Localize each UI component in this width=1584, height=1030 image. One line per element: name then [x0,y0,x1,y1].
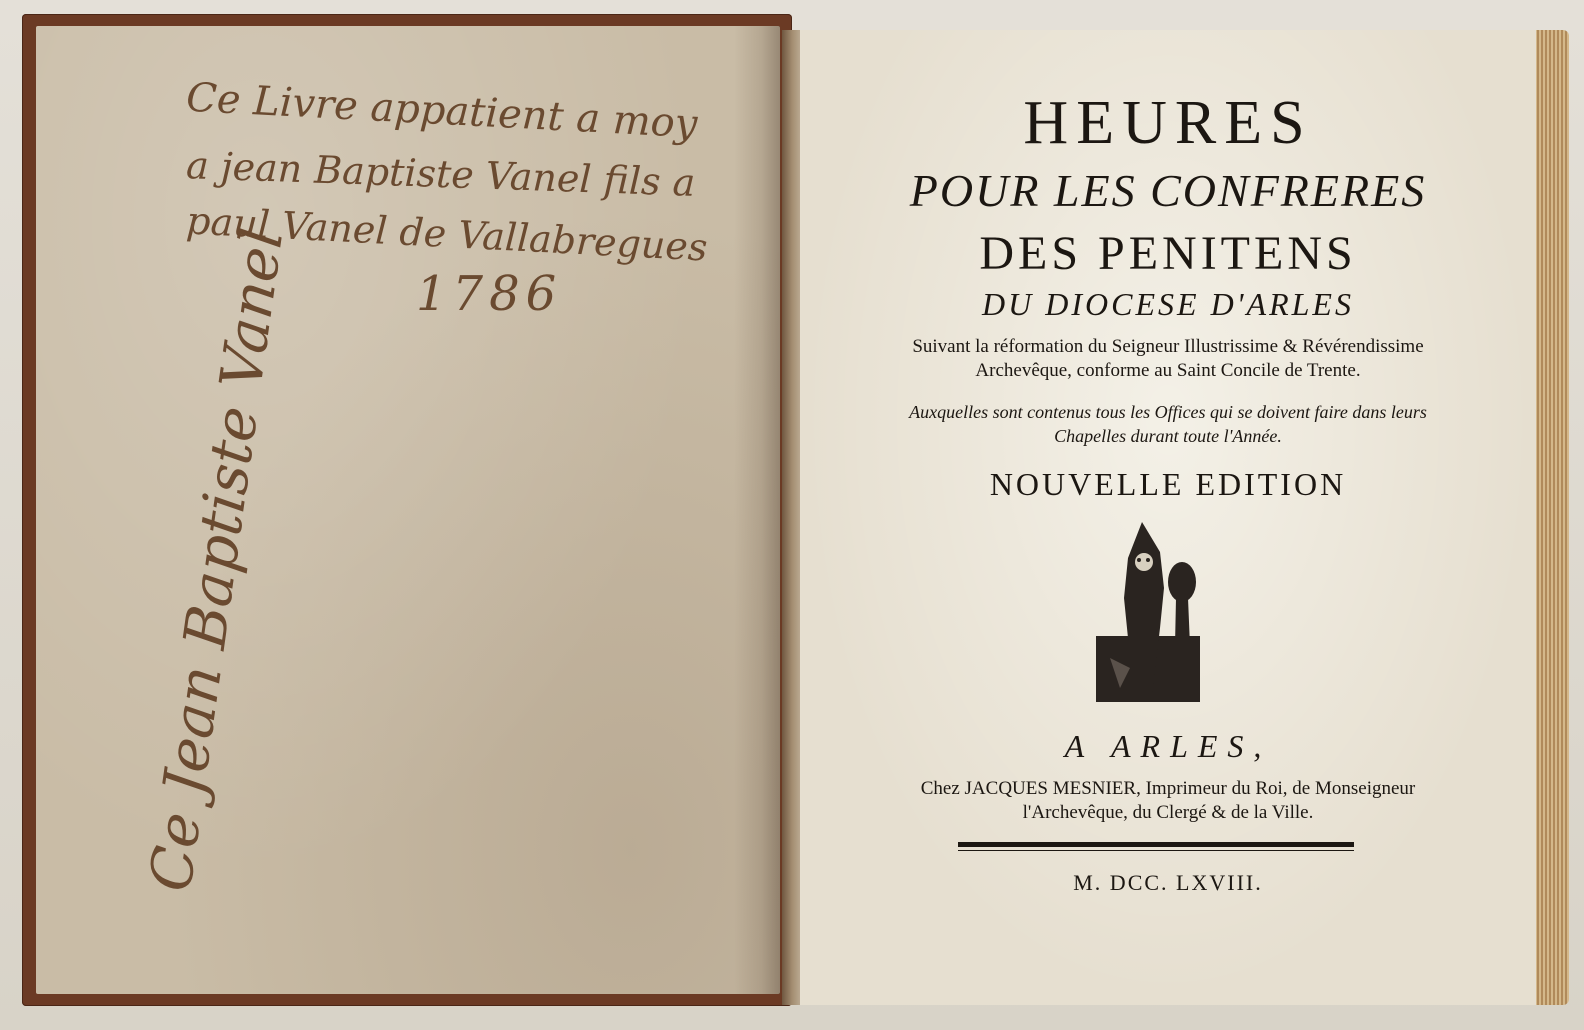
inscription-year: 1786 [416,266,563,322]
subtitle-line-2: Archevêque, conforme au Saint Concile de Trente. [975,360,1361,381]
inscription-line-2: a jean Baptiste Vanel fils a [185,143,697,205]
penitent-vignette-image [1090,518,1206,708]
printer-line-1: Chez JACQUES MESNIER, Imprimeur du Roi, de Monseigneur [920,778,1416,799]
italic-line-2: Chapelles durant toute l'Année. [1054,426,1282,446]
printer-line-2: l'Archevêque, du Clergé & de la Ville. [1022,802,1314,823]
divider-rule-thin [958,850,1354,851]
inscription-vertical: Ce Jean Baptiste Vanel [136,224,297,896]
title-line-3: DES PENITENS [979,227,1357,280]
publication-date: M. DCC. LXVIII. [1073,870,1263,895]
title-main: HEURES [1023,89,1313,157]
subtitle-line-1: Suivant la réformation du Seigneur Illustrissime & Révérendissime [912,336,1424,357]
italic-line-1: Auxquelles sont contenus tous les Offices qui se doivent faire dans leurs [909,402,1427,422]
divider-rule [958,842,1354,847]
title-line-4: DU DIOCESE D'ARLES [982,286,1354,322]
title-page [800,30,1536,1005]
page-crease [734,26,780,994]
inscription-line-3: paul Vanel de Vallabregues [185,198,709,270]
endpaper-page [36,26,780,994]
inscription-line-1: Ce Livre appatient a moy [185,74,699,148]
title-line-2: POUR LES CONFRERES [909,165,1427,216]
place-label: A ARLES, [1064,728,1272,764]
edition-label: NOUVELLE EDITION [989,466,1347,502]
